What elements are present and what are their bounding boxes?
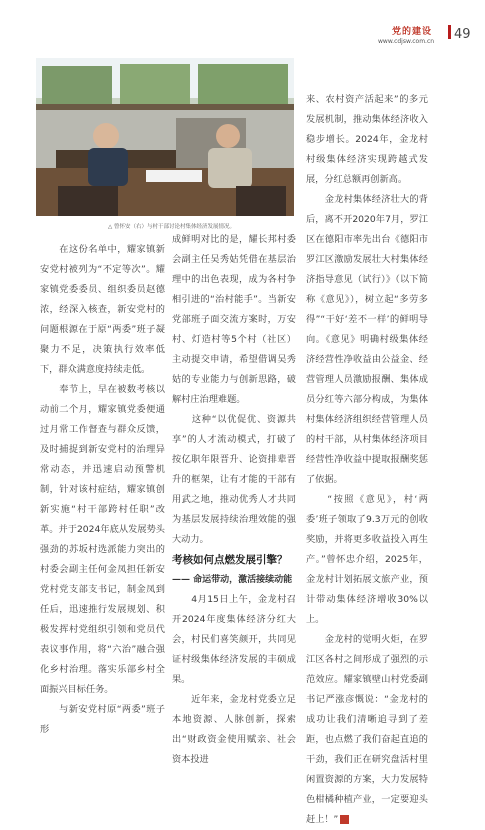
page-number: 49	[454, 27, 471, 42]
header-accent-bar	[448, 25, 451, 39]
paragraph: 这种“以优促优、资源共享”的人才流动模式，打破了按亿职年限晋升、论资排辈晋升的框架，让有才能的干部有用武之地，推动优秀人才共同为基层发展持续治理效能的强大动力。	[172, 414, 296, 545]
photo-caption: △ 曾怀安（右）与村干部讨论村集体经济发展情况。	[108, 224, 235, 230]
paragraph: 4月15日上午，金龙村召开2024年度集体经济分红大会，村民们喜笑颜开，共同见证村级集体经济发展的丰硕成果。	[172, 594, 296, 685]
paragraph	[306, 630, 428, 830]
paragraph: “按照《意见》，村‘两委’班子领取了9.3万元的创收奖励，并将更多收益投入再生产。”曾怀忠介绍，2025年，金龙村计划拓展文旅产业，预计带动集体经济增收30%以上。	[306, 494, 428, 625]
article-column-2	[172, 230, 296, 770]
paragraph-text: 金龙村的觉明火炬，在罗江区各村之间形成了强烈的示范效应。耀家镇壁山村党委副书记严涨彦慨说：“金龙村的成功让我们清晰追寻到了差距，也点燃了我们奋起直追的干劲，我们正在研究盘活村里闲置资源的方案，大力发展特色柑橘种植产业，一定要迎头赶上！”	[306, 634, 428, 825]
magazine-logo: 党的建设	[392, 27, 433, 37]
article-column-1	[40, 240, 165, 740]
paragraph: 金龙村集体经济壮大的背后，离不开2020年7月，罗江区在德阳市率先出台《德阳市罗江区激励发展壮大村集体经济指导意见（试行）》（以下简称《意见》），树立起“多劳多得”“干好‘差不一样’的鲜明导向。《意见》明确村级集体经济经营性净收益由公益金、经营管理人员激励报酬、集体成员分红等六部分构成，为集体村集体经济组织经营管理人员的村干部，从村集体经济项目经营性净收益中提取报酬奖惩了依据。	[306, 194, 428, 485]
paragraph: 与新安党村原“两委”班子形	[40, 704, 165, 735]
paragraph: 奉节上，早在被数考核以动前二个月，耀家镇党委便通过月常工作督查与群众反馈，及时捕捉到新安党村的治理异常动态，并迅速启动预警机制，针对该村症结，耀家镇创新实施“村干部跨村任职”改革。并于2024年底从发展势头强劲的苏坂村选派能力突出的村委会副主任何金凤担任新安党村党支部支书记，制金凤到任后，迅速推行发展规划、积极发挥村党组织引领和党员代表议事作用，将“六治”融合强化乡村治理。落实乐部乡村全面振兴目标任务。	[40, 384, 165, 695]
paragraph: 近年来，金龙村党委立足本地资源、人脉创新，探索出“财政资金使用赋亲、社会资本投进	[172, 694, 296, 765]
article-end-icon	[340, 815, 349, 824]
article-photo	[36, 58, 294, 216]
section-heading: 考核如何点燃发展引擎？	[172, 554, 288, 566]
magazine-url: www.cdjsw.com.cn	[378, 38, 435, 45]
section-subheading: —— 命运带动，激活接续动能	[172, 575, 293, 585]
paragraph: 成鲜明对比的是，耀长邦村委会副主任吴秀姑凭借在基层治理中的出色表现，成为各村争相引进的“治村能手”。当新安党部班子面交流方案时，万安村、灯造村等5个村（社区）主动提交申请，希望借调吴秀姑的专业能力与创新思路，破解村庄治理难题。	[172, 234, 296, 405]
paragraph: 在这份名单中，耀家镇新安党村被列为“不定等次”。耀家镇党委委员、组织委员赵德浓，经深入核查，新安党村的问题根源在于原“两委”班子凝聚力不足，决策执行效率低下，群众满意度持续走低。	[40, 244, 165, 375]
page-header	[0, 0, 485, 48]
article-column-3	[306, 90, 428, 830]
office-meeting-photo	[36, 58, 294, 216]
paragraph: 来、农村资产活起来”的多元发展机制，推动集体经济收入稳步增长。2024年，金龙村村级集体经济实现跨越式发展，分红总额再创新高。	[306, 94, 428, 185]
